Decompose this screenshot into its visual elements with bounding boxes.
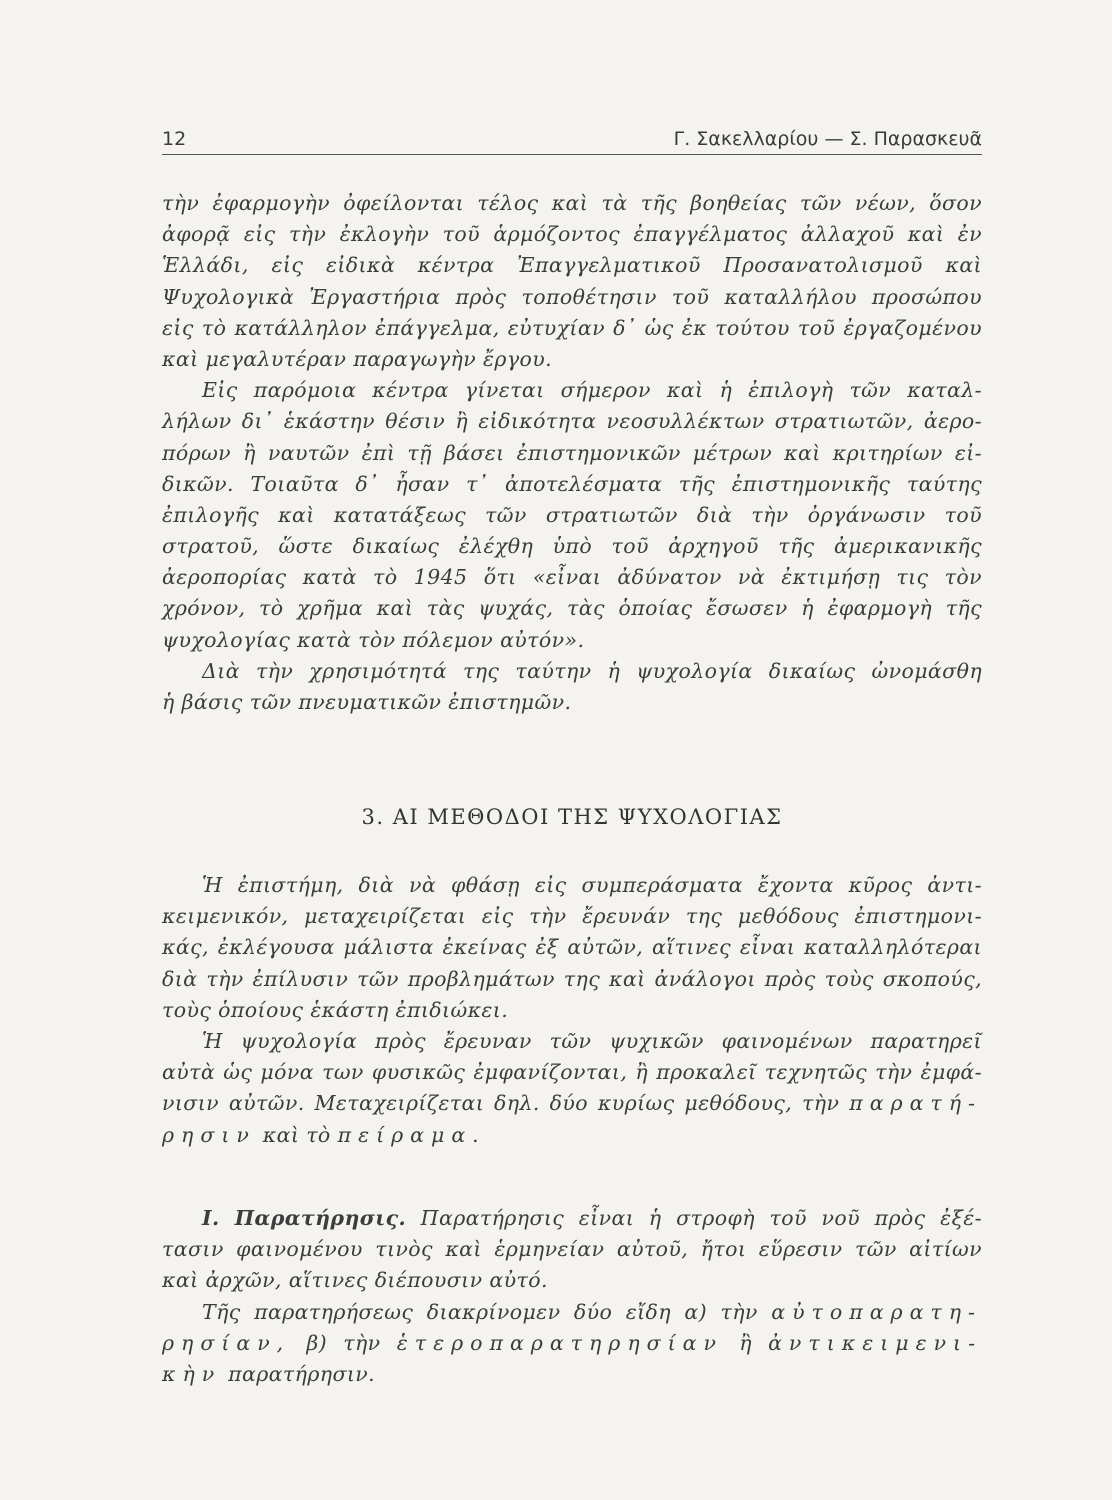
text-fragment: καὶ τὸ bbox=[262, 1122, 331, 1147]
text-line: κειμενικόν, μεταχειρίζεται εἰς τὴν ἔρευνάν της μεθόδους ἐπιστημονι- bbox=[162, 904, 982, 929]
text-line: εἰς τὸ κατάλληλον ἐπάγγελμα, εὐτυχίαν δ᾿ ὡς ἐκ τούτου τοῦ ἐργαζομένου bbox=[162, 315, 982, 340]
text-line: ἐπιλογῆς καὶ κατατάξεως τῶν στρατιωτῶν διὰ τὴν ὀργάνωσιν τοῦ bbox=[162, 502, 982, 527]
text-line: ἡ βάσις τῶν πνευματικῶν ἐπιστημῶν. bbox=[162, 690, 572, 714]
text-line: στρατοῦ, ὥστε δικαίως ἐλέχθη ὑπὸ τοῦ ἀρχηγοῦ τῆς ἀμερικανικῆς bbox=[162, 534, 982, 559]
body-text-bottom bbox=[162, 1203, 982, 1390]
spaced-term: αὐτοπαρατη- bbox=[771, 1299, 982, 1324]
page-header bbox=[162, 128, 982, 156]
text-line: διὰ τὴν ἐπίλυσιν τῶν προβλημάτων της καὶ ἀνάλογοι πρὸς τοὺς σκοπούς, bbox=[162, 966, 982, 991]
spaced-term: ἑτεροπαρατηρησίαν bbox=[396, 1330, 723, 1355]
text-line: τοὺς ὁποίους ἑκάστη ἐπιδιώκει. bbox=[162, 997, 509, 1022]
text-fragment: Παρατήρησις εἶναι ἡ στροφὴ τοῦ νοῦ πρὸς ἐξέ- bbox=[420, 1206, 982, 1230]
text-line bbox=[162, 1297, 982, 1328]
text-fragment: νισιν αὐτῶν. Μεταχειρίζεται δηλ. δύο κυρίως μεθόδους, τὴν bbox=[162, 1091, 840, 1116]
text-line bbox=[162, 1088, 982, 1119]
subheading-observation: Ι. Παρατήρησις. bbox=[202, 1206, 407, 1230]
text-line: Ἡ ἐπιστήμη, διὰ νὰ φθάσῃ εἰς συμπεράσματα ἔχοντα κῦρος ἀντι- bbox=[202, 873, 982, 897]
text-line bbox=[162, 1203, 982, 1234]
text-line: δικῶν. Τοιαῦτα δ᾿ ἦσαν τ᾿ ἀποτελέσματα τῆς ἐπιστημονικῆς ταύτης bbox=[162, 471, 982, 496]
text-line: χρόνον, τὸ χρῆμα καὶ τὰς ψυχάς, τὰς ὁποίας ἔσωσεν ἡ ἐφαρμογὴ τῆς bbox=[162, 596, 982, 621]
text-line: αὐτὰ ὡς μόνα των φυσικῶς ἐμφανίζονται, ἢ προκαλεῖ τεχνητῶς τὴν ἐμφά- bbox=[162, 1060, 982, 1085]
text-line: Διὰ τὴν χρησιμότητά της ταύτην ἡ ψυχολογία δικαίως ὠνομάσθη bbox=[202, 658, 982, 683]
body-text-top bbox=[162, 188, 982, 718]
text-line: ψυχολογίας κατὰ τὸν πόλεμον αὐτόν». bbox=[162, 627, 585, 652]
text-fragment: ἢ bbox=[739, 1330, 752, 1355]
text-line: Ἡ ψυχολογία πρὸς ἔρευναν τῶν ψυχικῶν φαινομένων παρατηρεῖ bbox=[202, 1028, 982, 1053]
text-line bbox=[162, 1359, 982, 1390]
header-rule bbox=[162, 154, 982, 155]
text-line: Ψυχολογικὰ Ἐργαστήρια πρὸς τοποθέτησιν τοῦ καταλλήλου προσώπου bbox=[162, 284, 982, 309]
text-line: καὶ ἀρχῶν, αἵτινες διέπουσιν αὐτό. bbox=[162, 1268, 548, 1293]
spaced-term: παρατή- bbox=[849, 1091, 982, 1116]
text-line bbox=[162, 1120, 982, 1151]
body-text-middle bbox=[162, 870, 982, 1151]
text-line: Εἰς παρόμοια κέντρα γίνεται σήμερον καὶ ἡ ἐπιλογὴ τῶν καταλ- bbox=[202, 378, 982, 403]
text-line: καὶ μεγαλυτέραν παραγωγὴν ἔργου. bbox=[162, 346, 553, 371]
text-line: κάς, ἐκλέγουσα μάλιστα ἐκείνας ἐξ αὐτῶν, αἵτινες εἶναι καταλληλότεραι bbox=[162, 935, 982, 960]
spaced-term: κὴν bbox=[162, 1361, 222, 1386]
text-line: τασιν φαινομένου τινὸς καὶ ἑρμηνείαν αὐτοῦ, ἤτοι εὕρεσιν τῶν αἰτίων bbox=[162, 1237, 982, 1262]
text-fragment: παρατήρησιν. bbox=[228, 1361, 376, 1386]
text-line bbox=[162, 1328, 982, 1359]
spaced-term: πείραμα. bbox=[337, 1122, 486, 1147]
text-line: πόρων ἢ ναυτῶν ἐπὶ τῇ βάσει ἐπιστημονικῶν μέτρων καὶ κριτηρίων εἰ- bbox=[162, 440, 982, 465]
text-line: ἀεροπορίας κατὰ τὸ 1945 ὅτι «εἶναι ἀδύνατον νὰ ἐκτιμήσῃ τις τὸν bbox=[162, 565, 982, 590]
text-line: λήλων δι᾿ ἑκάστην θέσιν ἢ εἰδικότητα νεοσυλλέκτων στρατιωτῶν, ἀερο- bbox=[162, 409, 982, 434]
section-heading: 3. ΑΙ ΜΕΘΟΔΟΙ ΤΗΣ ΨΥΧΟΛΟΓΙΑΣ bbox=[361, 805, 783, 829]
spaced-term: ἀντικειμενι- bbox=[768, 1330, 982, 1355]
page-number: 12 bbox=[162, 128, 187, 150]
text-fragment: β) τὴν bbox=[306, 1330, 381, 1355]
text-fragment: Τῆς παρατηρήσεως διακρίνομεν δύο εἴδη α) τὴν bbox=[202, 1299, 758, 1324]
text-line: Ἑλλάδι, εἰς εἰδικὰ κέντρα Ἐπαγγελματικοῦ Προσανατολισμοῦ καὶ bbox=[162, 253, 982, 278]
spaced-term: ρησίαν, bbox=[162, 1330, 291, 1355]
running-title: Γ. Σακελλαρίου — Σ. Παρασκευᾶ bbox=[673, 128, 982, 150]
text-line: τὴν ἐφαρμογὴν ὀφείλονται τέλος καὶ τὰ τῆς βοηθείας τῶν νέων, ὅσον bbox=[162, 191, 982, 215]
spaced-term: ρησιν bbox=[162, 1122, 256, 1147]
text-line: ἀφορᾷ εἰς τὴν ἐκλογὴν τοῦ ἁρμόζοντος ἐπαγγέλματος ἀλλαχοῦ καὶ ἐν bbox=[162, 222, 982, 247]
